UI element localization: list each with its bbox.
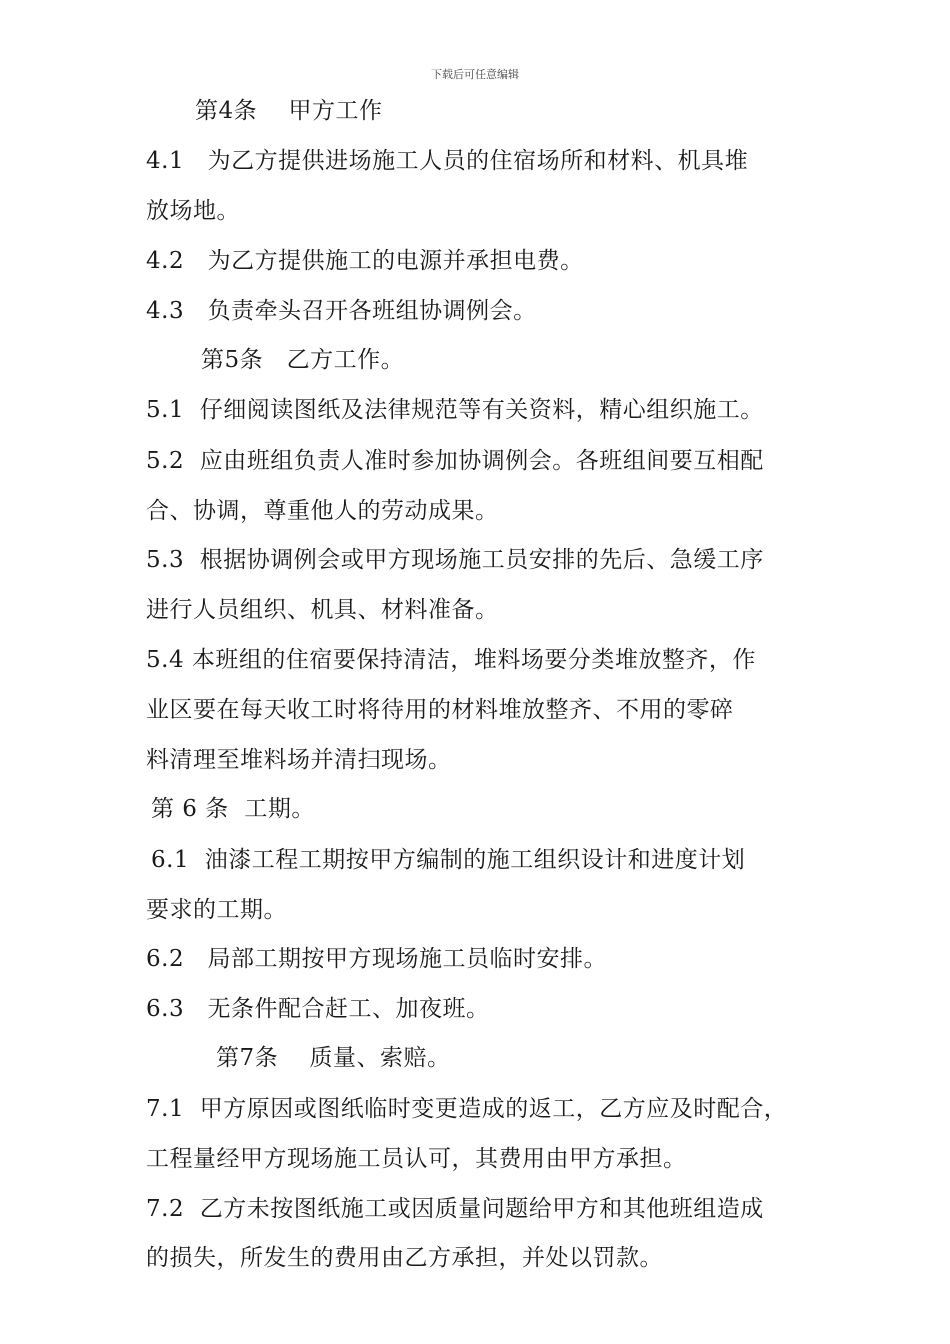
article-4-heading: 第4条 甲方工作 <box>195 98 383 124</box>
clause-4-2: 4.2 为乙方提供施工的电源并承担电费。 <box>146 248 584 274</box>
clause-6-3: 6.3 无条件配合赶工、加夜班。 <box>146 996 490 1022</box>
clause-7-2-line-1: 7.2 乙方未按图纸施工或因质量问题给甲方和其他班组造成 <box>146 1196 764 1222</box>
clause-6-2: 6.2 局部工期按甲方现场施工员临时安排。 <box>146 946 608 972</box>
article-6-heading: 第 6 条 工期。 <box>151 796 315 822</box>
clause-5-4-line-1: 5.4 本班组的住宿要保持清洁，堆料场要分类堆放整齐，作 <box>146 647 756 673</box>
clause-5-1: 5.1 仔细阅读图纸及法律规范等有关资料，精心组织施工。 <box>146 397 764 423</box>
clause-7-1-line-1: 7.1 甲方原因或图纸临时变更造成的返工，乙方应及时配合， <box>146 1096 788 1122</box>
article-7-heading: 第7条 质量、索赔。 <box>216 1045 451 1071</box>
article-5-heading: 第5条 乙方工作。 <box>201 347 405 373</box>
clause-5-2-line-2: 合、协调，尊重他人的劳动成果。 <box>146 498 499 524</box>
header-note: 下载后可任意编辑 <box>431 68 519 81</box>
clause-5-3-line-2: 进行人员组织、机具、材料准备。 <box>146 597 499 623</box>
clause-5-4-line-2: 业区要在每天收工时将待用的材料堆放整齐、不用的零碎 <box>146 697 734 723</box>
clause-4-1-line-2: 放场地。 <box>146 198 240 224</box>
clause-6-1-line-2: 要求的工期。 <box>146 897 287 923</box>
clause-5-3-line-1: 5.3 根据协调例会或甲方现场施工员安排的先后、急缓工序 <box>146 547 764 573</box>
clause-5-4-line-3: 料清理至堆料场并清扫现场。 <box>146 747 452 773</box>
clause-4-1-line-1: 4.1 为乙方提供进场施工人员的住宿场所和材料、机具堆 <box>146 148 749 174</box>
clause-6-1-line-1: 6.1 油漆工程工期按甲方编制的施工组织设计和进度计划 <box>151 847 746 873</box>
clause-4-3: 4.3 负责牵头召开各班组协调例会。 <box>146 298 537 324</box>
clause-7-2-line-2: 的损失，所发生的费用由乙方承担，并处以罚款。 <box>146 1245 663 1271</box>
clause-5-2-line-1: 5.2 应由班组负责人准时参加协调例会。各班组间要互相配 <box>146 448 764 474</box>
clause-7-1-line-2: 工程量经甲方现场施工员认可，其费用由甲方承担。 <box>146 1146 687 1172</box>
